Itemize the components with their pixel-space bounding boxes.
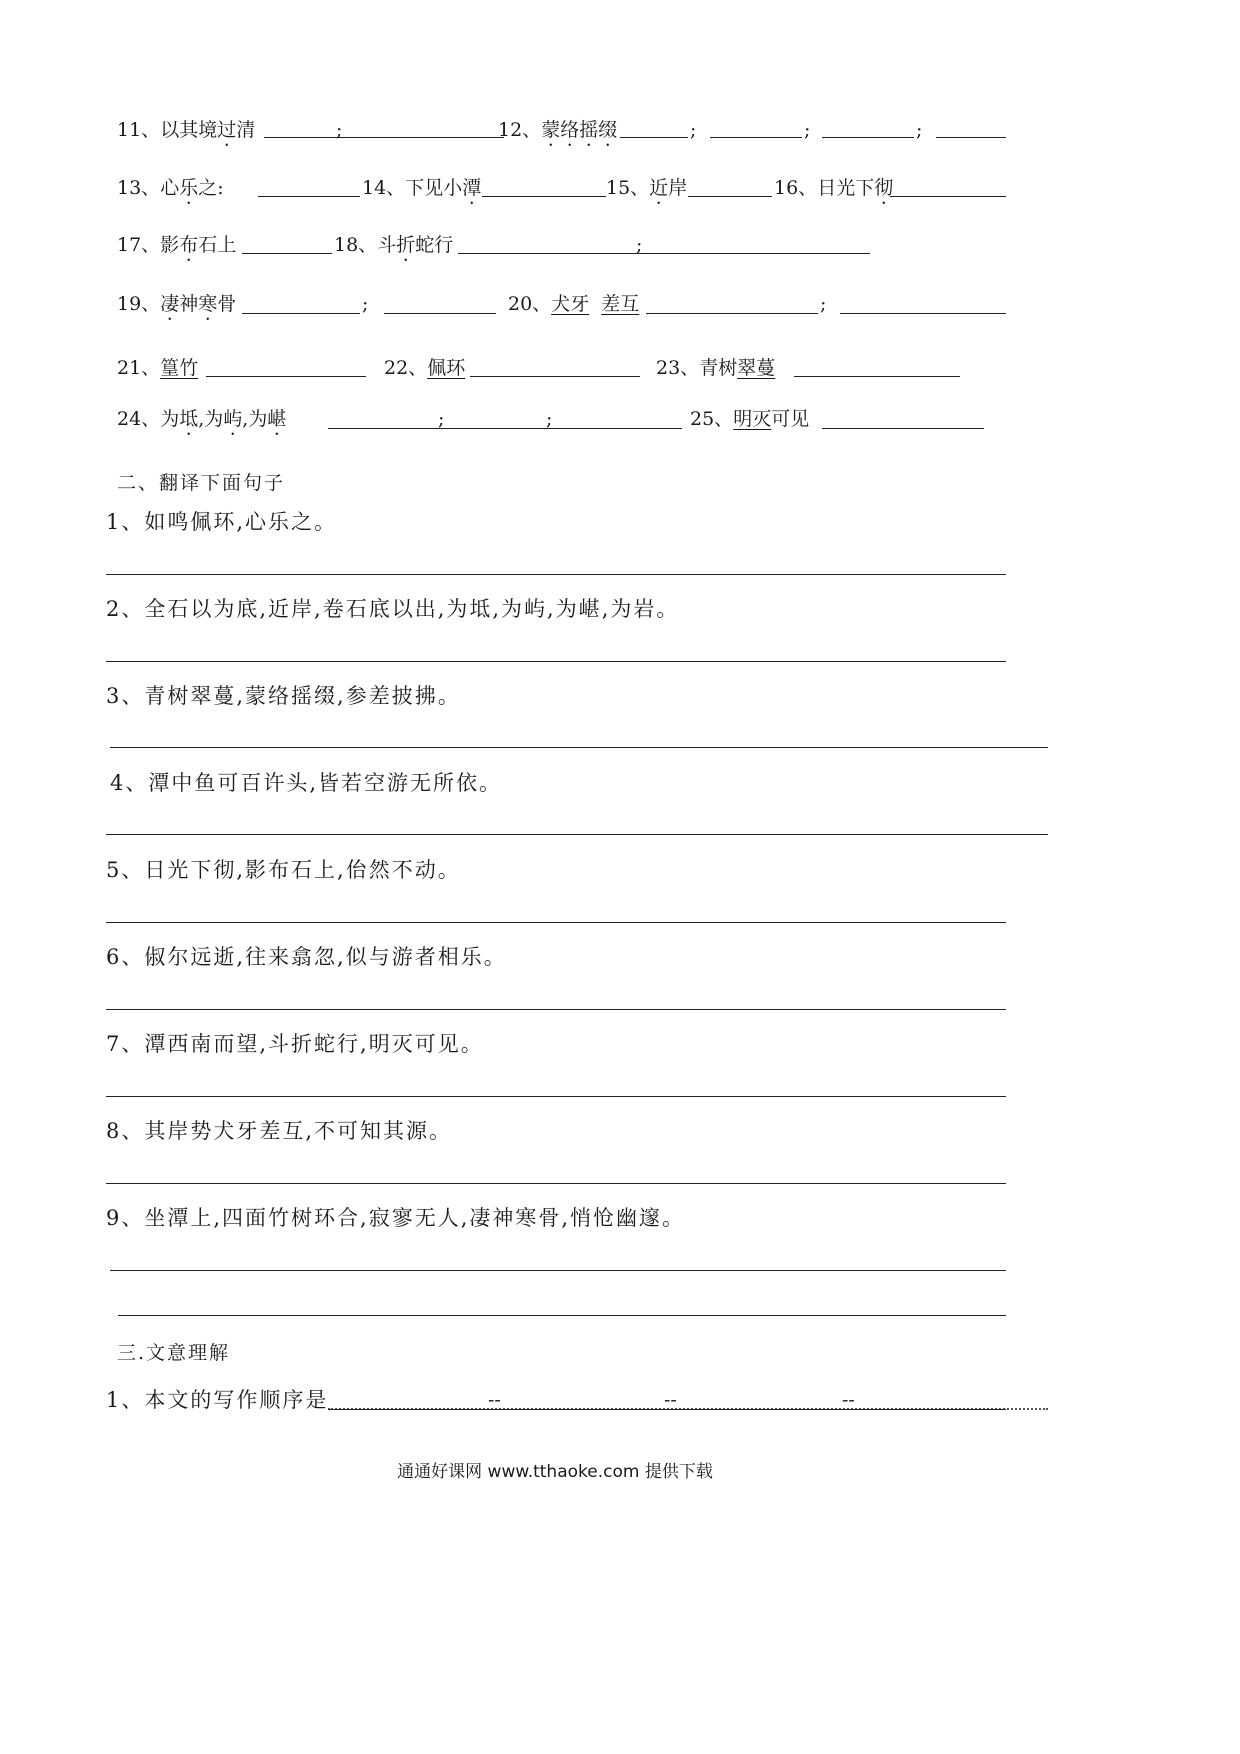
q24: 24、为坻,为屿,为嵁 xyxy=(117,408,287,430)
answer-line-4[interactable] xyxy=(106,834,1048,835)
q13-blank[interactable] xyxy=(258,196,360,197)
q1-separator-3: -- xyxy=(842,1389,855,1411)
q14: 14、下见小潭 xyxy=(362,177,482,199)
answer-line-9b[interactable] xyxy=(118,1315,1006,1316)
q11: 11、以其境过清 xyxy=(117,119,256,141)
q14-blank[interactable] xyxy=(482,196,606,197)
translate-item-3: 3、青树翠蔓,蒙络摇缀,参差披拂。 xyxy=(106,684,461,708)
q20-blank-1[interactable] xyxy=(646,313,818,314)
q23: 23、青树翠蔓 xyxy=(656,357,776,379)
q12-blank-3[interactable] xyxy=(822,137,914,138)
q21: 21、篁竹 xyxy=(117,357,199,379)
comprehension-q1: 1、本文的写作顺序是 xyxy=(106,1388,329,1412)
q19-semicolon: ; xyxy=(362,293,369,315)
q25: 25、明灭可见 xyxy=(690,408,810,430)
q18: 18、斗折蛇行 xyxy=(334,234,454,256)
q20-semicolon: ; xyxy=(820,293,827,315)
q24-semicolon-1: ; xyxy=(438,408,445,430)
q19-blank-1[interactable] xyxy=(242,313,360,314)
translate-item-8: 8、其岸势犬牙差互,不可知其源。 xyxy=(106,1119,453,1143)
q20: 20、犬牙 差互 xyxy=(508,293,640,315)
q15: 15、近岸 xyxy=(606,177,688,199)
section-3-heading: 三.文意理解 xyxy=(117,1342,231,1364)
q20-blank-2[interactable] xyxy=(840,313,1006,314)
q21-blank[interactable] xyxy=(206,376,366,377)
translate-item-2: 2、全石以为底,近岸,卷石底以出,为坻,为屿,为嵁,为岩。 xyxy=(106,597,680,621)
q11-semicolon: ; xyxy=(336,119,343,141)
answer-line-1[interactable] xyxy=(106,574,1006,575)
q16-blank[interactable] xyxy=(890,196,1006,197)
q12-semicolon-2: ; xyxy=(804,119,811,141)
q1-separator-2: -- xyxy=(664,1389,677,1411)
q11-blank[interactable] xyxy=(264,137,504,138)
translate-item-6: 6、俶尔远逝,往来翕忽,似与游者相乐。 xyxy=(106,945,507,969)
q12-blank-1[interactable] xyxy=(620,137,688,138)
q12: 12、蒙络摇缀 xyxy=(498,119,618,141)
q19: 19、凄神寒骨 xyxy=(117,293,237,315)
translate-item-9: 9、坐潭上,四面竹树环合,寂寥无人,凄神寒骨,悄怆幽邃。 xyxy=(106,1206,686,1230)
answer-line-2[interactable] xyxy=(106,661,1006,662)
q16: 16、日光下彻 xyxy=(774,177,894,199)
answer-line-5[interactable] xyxy=(106,922,1006,923)
q23-blank[interactable] xyxy=(794,376,960,377)
answer-line-7[interactable] xyxy=(106,1096,1006,1097)
translate-item-1: 1、如鸣佩环,心乐之。 xyxy=(106,510,338,534)
q25-blank[interactable] xyxy=(822,428,984,429)
q15-blank[interactable] xyxy=(688,196,772,197)
answer-line-9a[interactable] xyxy=(110,1270,1006,1271)
section-2-heading: 二、翻译下面句子 xyxy=(117,472,286,494)
q1-separator-1: -- xyxy=(488,1389,501,1411)
footer-text: 通通好课网 www.tthaoke.com 提供下载 xyxy=(397,1462,713,1482)
q18-blank[interactable] xyxy=(458,253,870,254)
q17: 17、影布石上 xyxy=(117,234,237,256)
q22-blank[interactable] xyxy=(470,376,640,377)
answer-line-3[interactable] xyxy=(110,747,1048,748)
q13: 13、心乐之: xyxy=(117,177,224,199)
q22: 22、佩环 xyxy=(384,357,466,379)
q19-blank-2[interactable] xyxy=(384,313,496,314)
answer-line-6[interactable] xyxy=(106,1009,1006,1010)
q18-semicolon: ; xyxy=(636,234,643,256)
q12-semicolon-1: ; xyxy=(690,119,697,141)
q24-semicolon-2: ; xyxy=(546,408,553,430)
q24-blank[interactable] xyxy=(328,428,682,429)
answer-line-8[interactable] xyxy=(106,1183,1006,1184)
translate-item-7: 7、潭西南而望,斗折蛇行,明灭可见。 xyxy=(106,1032,484,1056)
q17-blank[interactable] xyxy=(242,253,332,254)
translate-item-5: 5、日光下彻,影布石上,佁然不动。 xyxy=(106,858,461,882)
q12-blank-2[interactable] xyxy=(710,137,802,138)
translate-item-4: 4、潭中鱼可百许头,皆若空游无所依。 xyxy=(110,771,503,795)
q12-semicolon-3: ; xyxy=(916,119,923,141)
q12-blank-4[interactable] xyxy=(936,137,1006,138)
